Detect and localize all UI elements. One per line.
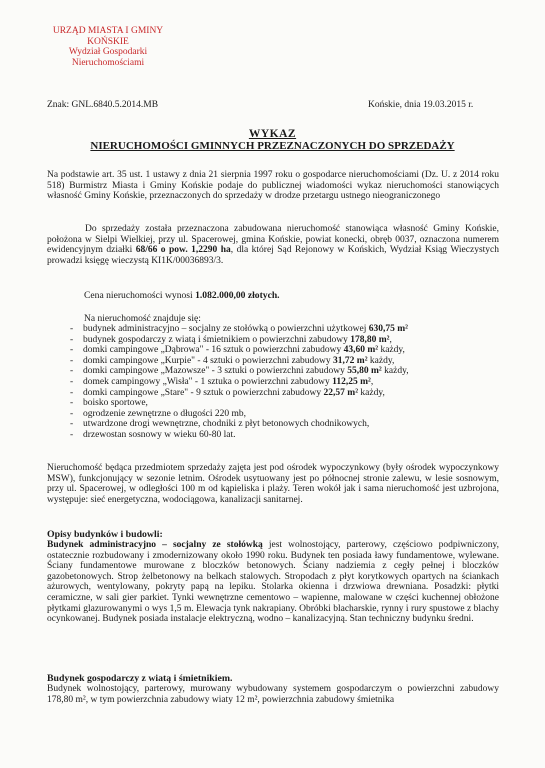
list-item bbox=[68, 419, 508, 430]
list-item-text: drzewostan sosnowy w wieku 60-80 lat. bbox=[83, 429, 236, 440]
list-item-area: 31,72 m² bbox=[333, 355, 368, 366]
list-item-area: 112,25 m² bbox=[332, 376, 371, 387]
list-item-text: domki campingowe „Kurpie" - 4 sztuki o powierzchni zabudowy bbox=[83, 355, 334, 366]
list-item-area: 630,75 m² bbox=[368, 324, 408, 334]
list-item-tail: , bbox=[370, 376, 374, 387]
list-item-area: 22,57 m² bbox=[323, 387, 359, 398]
list-item-area: 55,80 m² bbox=[347, 366, 382, 377]
list-item-text: domek campingowy „Wisła" - 1 sztuka o powierzchni zabudowy bbox=[83, 376, 333, 387]
price-line bbox=[84, 290, 280, 301]
list-item-tail: , bbox=[389, 334, 392, 345]
list-item bbox=[68, 356, 508, 367]
stamp-line-department: Wydział Gospodarki bbox=[68, 47, 148, 57]
list-item-tail: każdy, bbox=[367, 355, 395, 366]
document-title: WYKAZ bbox=[248, 128, 297, 140]
list-item-area: 178,80 m² bbox=[350, 334, 390, 345]
list-item-text: utwardzone drogi wewnętrzne, chodniki z płyt betonowych chodnikowych, bbox=[83, 419, 370, 430]
list-item bbox=[68, 398, 508, 409]
place-and-date: Końskie, dnia 19.03.2015 r. bbox=[368, 100, 474, 110]
list-item-tail: każdy, bbox=[358, 387, 385, 398]
list-item-text: domki campingowe „Stare" - 9 sztuk o powierzchni zabudowy bbox=[83, 387, 324, 398]
list-item bbox=[68, 377, 508, 388]
admin-building-description bbox=[47, 540, 499, 625]
plot-area: 68/66 o pow. 1,2290 ha bbox=[135, 245, 231, 256]
list-item-text: domki campingowe „Mazowsze" - 3 sztuki o powierzchni zabudowy bbox=[83, 366, 348, 377]
reference-number: Znak: GNL.6840.5.2014.MB bbox=[47, 100, 159, 110]
admin-building-text: jest wolnostojący, parterowy, częściowo podpiwniczony, ostatecznie rozbudowany i zmodernizowany około 1990 roku. Budynek ten posiada ławy fundamentowe, wylewane. Ściany fundamentowe murowane z bloczków betonowych. Ściany nadziemia z cegły pełnej i bloczków gazobetonowych. Strop żelbetonowy na belkach stalowych. Stropodach z płyt korytkowych opartych na ściankach ażurowych, wentylowany, pokryty papą na lepiku. Stolarka okienna i drzwiowa drewniana. Posadzki: płytki ceramiczne, w sali gier parkiet. Tynki wewnętrzne cementowo – wapienne, malowane w części kuchennej obłożone płytkami glazurowanymi o wys 1,5 m. Elewacja tynk nakrapiany. Obróbki blacharskie, rynny i rury spustowe z blachy ocynkowanej. Budynek posiada instalacje elektryczną, wodno – kanalizacyjną. Stan techniczny budynku średni. bbox=[47, 540, 499, 625]
list-item-text: budynek gospodarczy z wiatą i śmietnikiem o powierzchni zabudowy bbox=[83, 334, 351, 345]
section-heading-outbuilding: Budynek gospodarczy z wiatą i śmietnikiem. bbox=[47, 673, 233, 684]
stamp-line-unit: Nieruchomościami bbox=[71, 57, 145, 68]
list-item-text: budynek administracyjno – socjalny ze stołówką o powierzchni użytkowej bbox=[83, 324, 369, 334]
price-value: 1.082.000,00 złotych. bbox=[195, 290, 280, 301]
list-item bbox=[68, 366, 508, 377]
list-item bbox=[68, 430, 508, 441]
list-item-text: boisko sportowe, bbox=[83, 398, 148, 409]
property-description bbox=[47, 224, 499, 266]
list-item bbox=[68, 409, 508, 420]
list-item bbox=[68, 335, 508, 346]
list-item-text: domki campingowe „Dąbrowa" - 16 sztuk o powierzchni zabudowy bbox=[83, 345, 344, 356]
section-heading-descriptions: Opisy budynków i budowli: bbox=[47, 529, 163, 540]
stamp-line-office: URZĄD MIASTA I GMINY bbox=[52, 26, 164, 36]
list-item bbox=[68, 324, 508, 335]
property-location-paragraph: Nieruchomość będąca przedmiotem sprzedaży zajęta jest pod ośrodek wypoczynkowy (były ośrodek wypoczynkowy MSW), funkcjonujący w sezonie letnim. Ośrodek usytuowany jest po północnej stronie zalewu, w lesie sosnowym, przy ul. Spacerowej, w odległości 100 m od kąpieliska i plaży. Teren wokół jak i sama nieruchomość jest uzbrojona, występuje: sieć energetyczna, wodociągowa, kanalizacji sanitarnej. bbox=[47, 463, 499, 505]
price-label: Cena nieruchomości wynosi bbox=[84, 290, 196, 301]
list-item-text: ogrodzenie zewnętrzne o długości 220 mb, bbox=[83, 408, 247, 419]
description-text-c: , dla której Sąd Rejonowy w Końskich, Wydział Ksiąg Wieczystych prowadzi księgę wieczystą KI1K/00036893/3. bbox=[47, 245, 500, 266]
description-text-a: Do sprzedaży została przeznaczona zabudowana nieruchomość stanowiąca własność Gminy Końskie, położona w Sielpi Wielkiej, przy ul. Spacerowej, gmina Końskie, powiat konecki, obręb 0037, oznaczona numerem ewidencyjnym działki bbox=[47, 224, 499, 256]
stamp-line-town: KOŃSKIE bbox=[87, 36, 129, 47]
intro-paragraph: Na podstawie art. 35 ust. 1 ustawy z dnia 21 sierpnia 1997 roku o gospodarce nieruchomościami (Dz. U. z 2014 roku 518) Burmistrz Miasta i Gminy Końskie podaje do publicznej wiadomości wykaz nieruchomości stanowiących własność Gminy Końskie, przeznaczonych do sprzedaży w drodze przetargu ustnego nieograniczonego bbox=[47, 170, 499, 202]
admin-building-lead: Budynek administracyjno – socjalny ze stołówką bbox=[47, 540, 263, 550]
list-item bbox=[68, 345, 508, 356]
document-subtitle: NIERUCHOMOŚCI GMINNYCH PRZEZNACZONYCH DO SPRZEDAŻY bbox=[90, 140, 455, 152]
building-list bbox=[68, 324, 508, 441]
list-lead: Na nieruchomość znajduje się: bbox=[84, 314, 201, 324]
list-item-tail: każdy, bbox=[378, 345, 405, 356]
list-item bbox=[68, 388, 508, 399]
office-stamp bbox=[38, 26, 178, 68]
list-item-tail: każdy, bbox=[381, 366, 409, 377]
list-item-area: 43,60 m² bbox=[343, 345, 379, 356]
outbuilding-description: Budynek wolnostojący, parterowy, murowany wybudowany systemem gospodarczym o powierzchni zabudowy 178,80 m², w tym powierzchnia zabudowy wiaty 12 m², powierzchnia zabudowy śmietnika bbox=[47, 684, 499, 705]
